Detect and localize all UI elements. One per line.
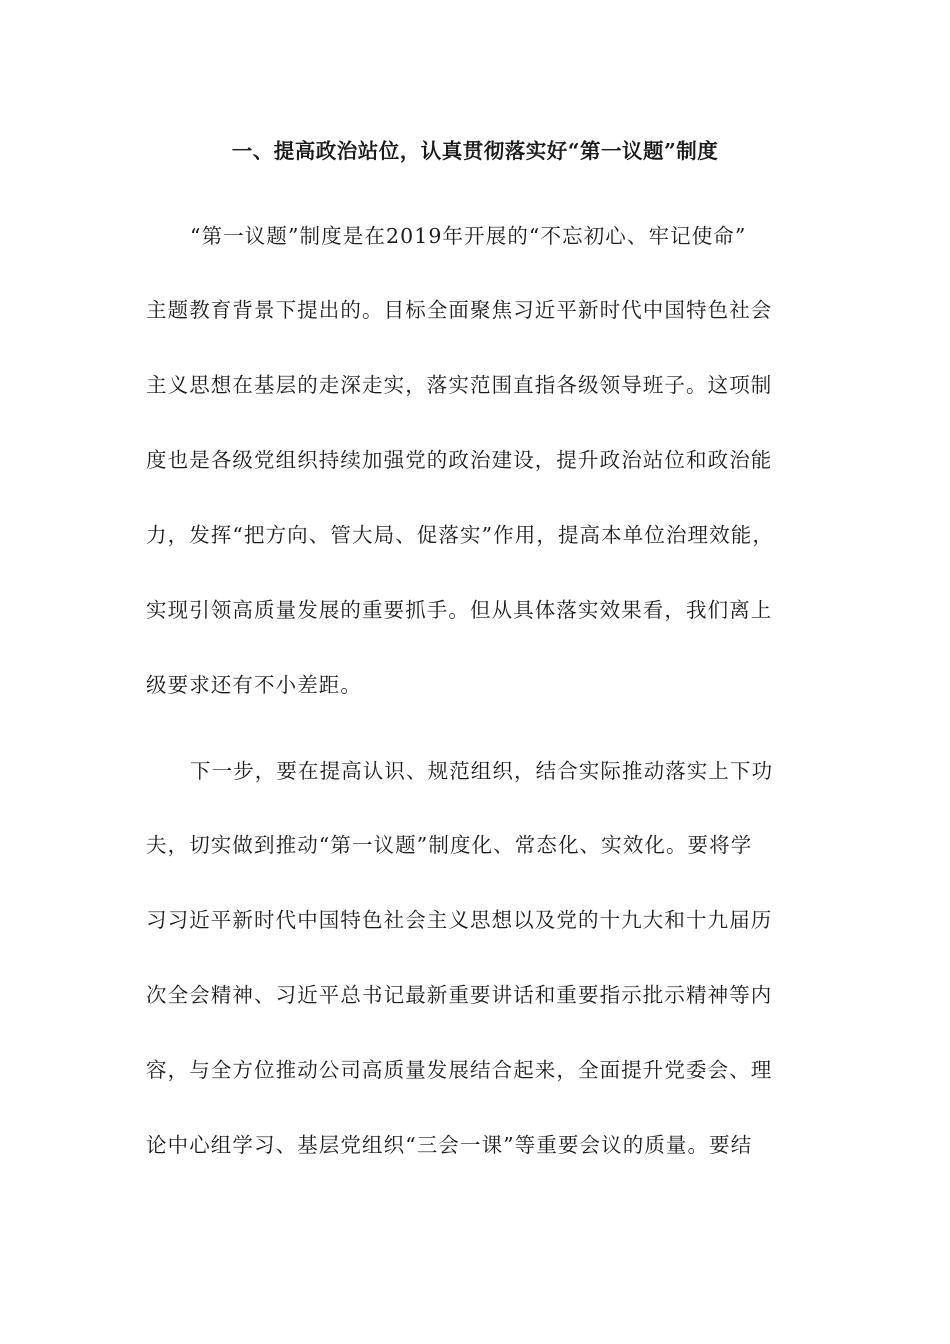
paragraph-line: 容，与全方位推动公司高质量发展结合起来，全面提升党委会、理 bbox=[146, 1058, 773, 1082]
paragraph-line: 度也是各级党组织持续加强党的政治建设，提升政治站位和政治能 bbox=[146, 448, 773, 472]
paragraph-line: 主题教育背景下提出的。目标全面聚焦习近平新时代中国特色社会 bbox=[146, 298, 773, 322]
paragraph-line: 主义思想在基层的走深走实，落实范围直指各级领导班子。这项制 bbox=[146, 373, 773, 397]
paragraph-line: 次全会精神、习近平总书记最新重要讲话和重要指示批示精神等内 bbox=[146, 983, 773, 1007]
section-heading: 一、提高政治站位，认真贯彻落实好“第一议题”制度 bbox=[231, 139, 719, 163]
paragraph-line: 习习近平新时代中国特色社会主义思想以及党的十九大和十九届历 bbox=[146, 908, 773, 932]
paragraph-line: 论中心组学习、基层党组织“三会一课”等重要会议的质量。要结 bbox=[146, 1133, 753, 1157]
paragraph-line: 级要求还有不小差距。 bbox=[146, 673, 362, 697]
paragraph-line: “第一议题”制度是在2019年开展的“不忘初心、牢记使命” bbox=[190, 224, 747, 248]
paragraph-line: 力，发挥“把方向、管大局、促落实”作用，提高本单位治理效能， bbox=[146, 523, 774, 547]
paragraph-line: 下一步，要在提高认识、规范组织，结合实际推动落实上下功 bbox=[190, 759, 774, 783]
paragraph-line: 夫，切实做到推动“第一议题”制度化、常态化、实效化。要将学 bbox=[146, 833, 753, 857]
paragraph-line: 实现引领高质量发展的重要抓手。但从具体落实效果看，我们离上 bbox=[146, 598, 773, 622]
